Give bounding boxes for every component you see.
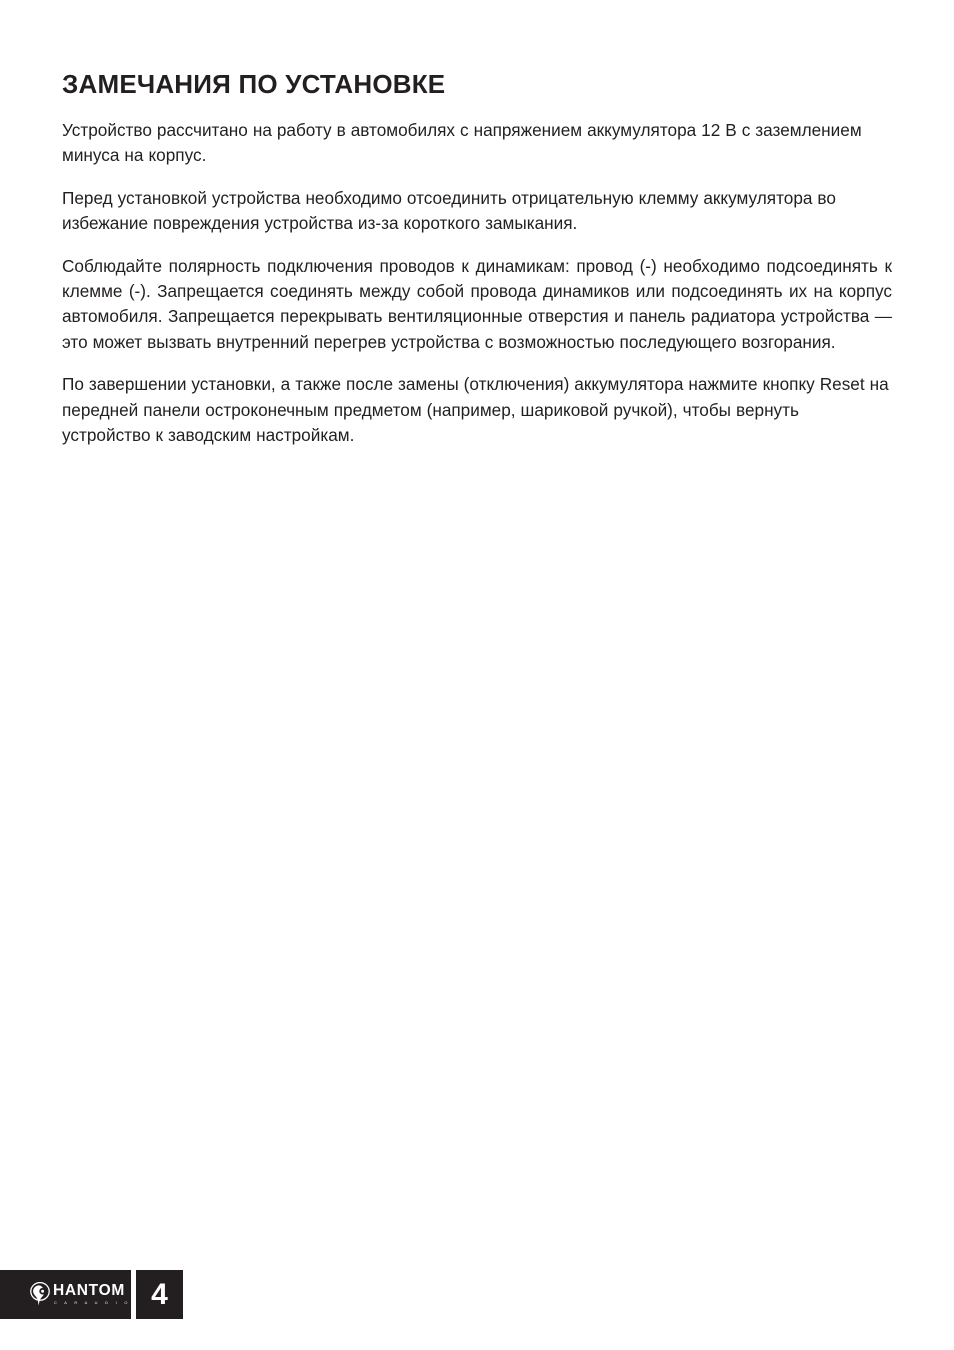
body-content [62,118,892,448]
brand-text-group [53,1283,131,1306]
paragraph-1: Устройство рассчитано на работу в автомобилях с напряжением аккумулятора 12 В с заземлением минуса на корпус. [62,120,862,166]
brand-logo [0,1270,131,1319]
phantom-ghost-icon [30,1282,52,1306]
page-title: ЗАМЕЧАНИЯ ПО УСТАНОВКЕ [62,69,446,100]
paragraph-3: Соблюдайте полярность подключения проводов к динамикам: провод (-) необходимо подсоединять к клемме (-). Запрещается соединять между собой провода динамиков или подсоединять их на корпус автомобиля. Запрещается перекрывать вентиляционные отверстия и панель радиатора устройства — это может вызвать внутренний перегрев устройства с возможностью последующего возгорания. [62,255,892,352]
page-number: 4 [136,1270,183,1319]
paragraph-2: Перед установкой устройства необходимо отсоединить отрицательную клемму аккумулятора во избежание повреждения устройства из-за короткого замыкания. [62,187,836,234]
page-footer [0,1270,183,1319]
paragraph-4: По завершении установки, а также после замены (отключения) аккумулятора нажмите кнопку Reset на передней панели остроконечным предметом (например, шариковой ручкой), чтобы вернуть устройство к заводским настройкам. [62,374,889,446]
brand-name: HANTOM [53,1282,125,1299]
brand-tagline: C A R A U D I O [54,1300,131,1305]
